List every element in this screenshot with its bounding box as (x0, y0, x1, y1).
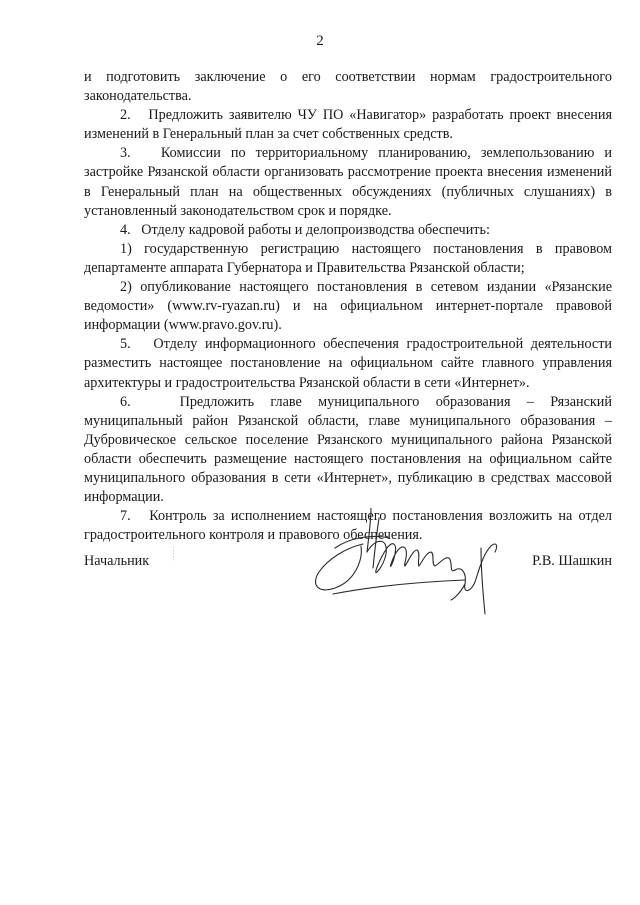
paragraph-item-4: 4. Отделу кадровой работы и делопроизводства обеспечить: (120, 221, 490, 238)
paragraph-continuation: и подготовить заключение о его соответствии нормам градостроительного законодательства. (84, 69, 612, 105)
paragraph-item-5: 5. Отделу информационного обеспечения градостроительной деятельности разместить настоящее постановление на официальном сайте главного управления архитектуры и градостроительства Рязанской области в сети «Интернет». (84, 336, 612, 391)
document-body (84, 68, 612, 545)
paragraph-item-7: 7. Контроль за исполнением настоящего постановления возложить на отдел градостроительного контроля и правового обеспечения. (84, 508, 612, 544)
paragraph-item-6: 6. Предложить главе муниципального образования – Рязанский муниципальный район Рязанской области, главе муниципального образования – Дубровическое сельское поселение Рязанского муниципального района Рязанской области обеспечить размещение настоящего постановления на официальном сайте муниципального образования в сети «Интернет», публикацию в средствах массовой информации. (84, 393, 612, 506)
signer-name: Р.В. Шашкин (532, 553, 612, 569)
handwritten-signature (305, 508, 515, 618)
paragraph-item-4-2: 2) опубликование настоящего постановления в сетевом издании «Рязанские ведомости» (www.rv-ryazan.ru) и на официальном интернет-портале правовой информации (www.pravo.gov.ru). (84, 279, 612, 334)
paragraph-item-4-1: 1) государственную регистрацию настоящего постановления в правовом департаменте аппарата Губернатора и Правительства Рязанской области; (84, 240, 612, 276)
paragraph-item-3: 3. Комиссии по территориальному планированию, землепользованию и застройке Рязанской области организовать рассмотрение проекта внесения изменений в Генеральный план на общественных обсуждениях (публичных слушаниях) в установленный законодательством срок и порядке. (84, 145, 612, 219)
signer-title: Начальник (84, 553, 150, 569)
scan-speck (172, 547, 175, 561)
page-number: 2 (316, 33, 324, 49)
paragraph-item-2: 2. Предложить заявителю ЧУ ПО «Навигатор» разработать проект внесения изменений в Генеральный план за счет собственных средств. (84, 107, 612, 143)
